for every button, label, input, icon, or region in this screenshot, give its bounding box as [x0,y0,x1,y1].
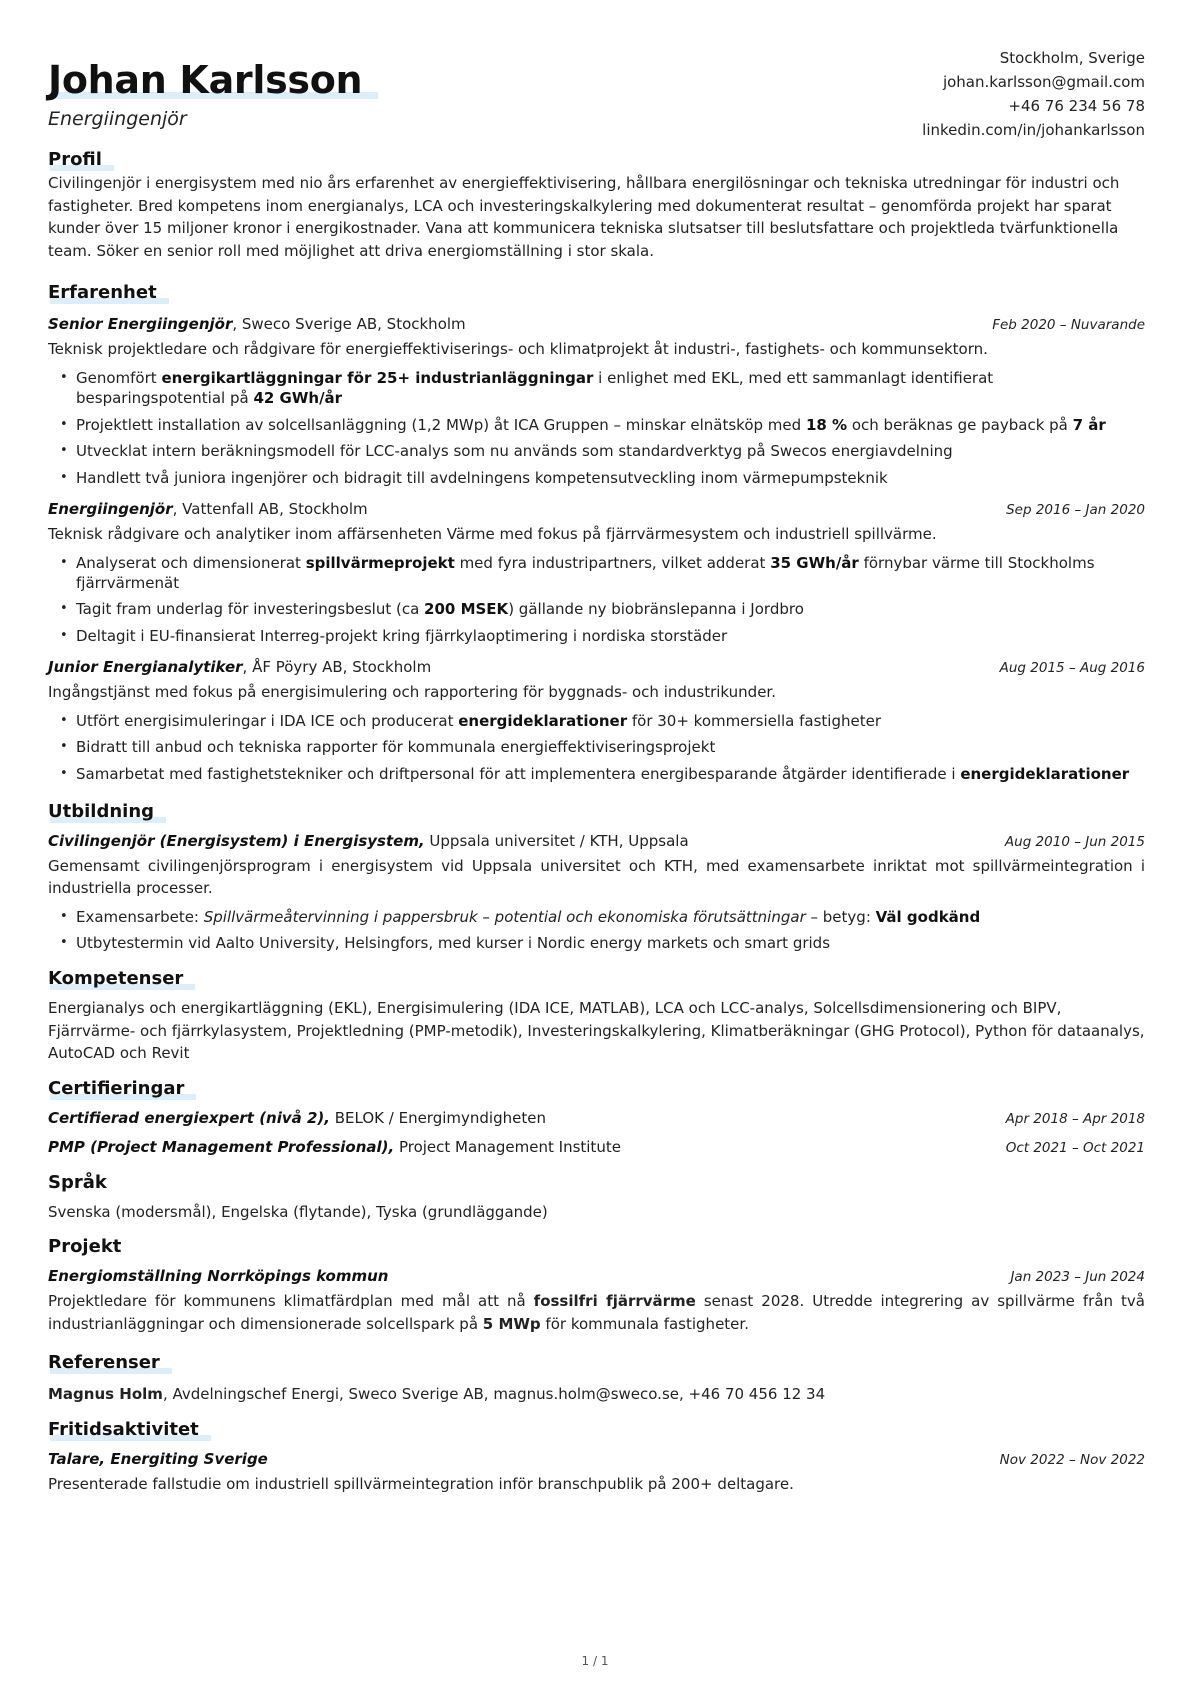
resume-page [48,46,1145,1495]
bullet-item: • Utbytestermin vid Aalto University, Helsingfors, med kurser i Nordic energy markets och smart grids [76,933,1145,953]
certification-issuer: BELOK / Energimyndigheten [330,1108,546,1127]
section-heading-references: Referenser [48,1352,160,1373]
entry-date: Aug 2015 – Aug 2016 [999,659,1145,676]
entry-date: Feb 2020 – Nuvarande [992,317,1145,333]
bullet-list [48,553,1145,646]
activities-section [48,1418,1145,1496]
entry-description: Ingångstjänst med fokus på energisimulering och rapportering för byggnads- och industrikunder. [48,682,776,701]
languages-text: Svenska (modersmål), Engelska (flytande), Tyska (grundläggande) [48,1202,548,1221]
reference-name: Magnus Holm [48,1385,163,1403]
bullet-item: • Examensarbete: Spillvärmeåtervinning i pappersbruk – potential och ekonomiska förutsättningar – betyg: Väl godkänd [76,907,1145,927]
certifications-section [48,1077,1145,1159]
certification-date: Oct 2021 – Oct 2021 [1005,1139,1145,1156]
entry-date: Aug 2010 – Jun 2015 [1004,833,1145,850]
profile-text: Civilingenjör i energisystem med nio års erfarenhet av energieffektivisering, hållbara energilösningar och tekniska utredningar för industri och fastigheter. Bred kompetens inom energianalys, LCA och investeringskalkylering med dokumenterat resultat – genomförda projekt har sparat kunder över 15 miljoner kronor i energikostnader. Vana att kommunicera tekniska slutsatser till beslutsfattare och projektleda tvärfunktionella team. Söker en senior roll med möjlighet att driva energiomställning i stor skala. [48,174,1120,260]
bullet-item: • Analyserat och dimensionerat spillvärmeprojekt med fyra industripartners, vilket adderat 35 GWh/år förnybar värme till Stockholms fjärrvärmenät [76,553,1145,593]
reference-entry: Magnus Holm, Avdelningschef Energi, Sweco Sverige AB, magnus.holm@sweco.se, +46 70 456 12 34 [48,1385,826,1403]
bullet-list [48,368,1145,488]
resume-header [48,46,1145,146]
entry-description: Teknisk rådgivare och analytiker inom affärsenheten Värme med fokus på fjärrvärmesystem och industriell spillvärme. [48,524,937,543]
project-header [48,1265,1145,1288]
project-name: Energiomställning Norrköpings kommun [48,1267,389,1285]
education-section [48,800,1145,954]
bullet-item: • Samarbetat med fastighetstekniker och driftpersonal för att implementera energibesparande åtgärder identifierade i energideklarationer [76,764,1145,784]
skills-section [48,967,1145,1065]
degree-name: Civilingenjör (Energisystem) i Energisystem, [48,831,425,850]
languages-section [48,1171,1145,1224]
contact-info [922,46,1145,142]
activity-date: Nov 2022 – Nov 2022 [999,1451,1145,1468]
entry-role: Senior Energiingenjör [48,315,233,333]
certification-row [48,1107,1145,1130]
section-heading-profile: Profil [48,149,102,170]
bullet-item: • Tagit fram underlag för investeringsbeslut (ca 200 MSEK) gällande ny biobränslepanna i Jordbro [76,599,1145,619]
experience-entry [48,313,1145,488]
bullet-item: • Bidratt till anbud och tekniska rapporter för kommunala energieffektiviseringsprojekt [76,737,1145,757]
certification-issuer: Project Management Institute [394,1137,621,1156]
bullet-item: • Deltagit i EU-finansierat Interreg-projekt kring fjärrkylaoptimering i nordiska storstäder [76,626,1145,646]
section-heading-experience: Erfarenhet [48,282,157,303]
entry-header [48,830,1145,853]
certification-name: Certifierad energiexpert (nivå 2), [48,1108,330,1127]
job-title: Energiingenjör [48,108,187,130]
school-name: Uppsala universitet / KTH, Uppsala [424,831,689,850]
phone-number: +46 76 234 56 78 [1008,97,1145,115]
section-heading-languages: Språk [48,1171,107,1193]
entry-org: , Vattenfall AB, Stockholm [172,499,368,518]
projects-section [48,1235,1145,1335]
bullet-item: • Utfört energisimuleringar i IDA ICE och producerat energideklarationer för 30+ kommersiella fastigheter [76,711,1145,731]
linkedin-link[interactable]: linkedin.com/in/johankarlsson [922,121,1145,139]
location: Stockholm, Sverige [999,49,1145,67]
education-entry [48,830,1145,954]
email-link[interactable]: johan.karlsson@gmail.com [942,73,1145,91]
entry-org: , Sweco Sverige AB, Stockholm [232,315,466,333]
section-heading-certifications: Certifieringar [48,1077,185,1099]
page-number: 1 / 1 [581,1654,609,1668]
project-date: Jan 2023 – Jun 2024 [1010,1269,1145,1285]
entry-date: Sep 2016 – Jan 2020 [1006,501,1145,518]
entry-description: Gemensamt civilingenjörsprogram i energisystem vid Uppsala universitet och KTH, med examensarbete inriktat mot spillvärmeintegration i industriella processer. [48,856,1145,897]
entry-role: Junior Energianalytiker [48,657,243,676]
candidate-name: Johan Karlsson [48,58,363,102]
section-heading-projects: Projekt [48,1236,122,1257]
certification-row [48,1136,1145,1159]
entry-description: Teknisk projektledare och rådgivare för energieffektiviserings- och klimatprojekt åt industri-, fastighets- och kommunsektorn. [48,340,988,358]
bullet-item: • Utvecklat intern beräkningsmodell för LCC-analys som nu används som standardverktyg på Swecos energiavdelning [76,441,1145,461]
entry-header [48,656,1145,679]
bullet-item: • Genomfört energikartläggningar för 25+ industrianläggningar i enlighet med EKL, med ett sammanlagt identifierat besparingspotential på 42 GWh/år [76,368,1145,408]
activity-name: Talare, Energiting Sverige [48,1449,268,1468]
project-description: Projektledare för kommunens klimatfärdplan med mål att nå fossilfri fjärrvärme senast 2028. Utredde integrering av spillvärme från två industrianläggningar och dimensionerade solcellspark på 5 MWp för kommunala fastigheter. [48,1292,1145,1333]
certification-name: PMP (Project Management Professional), [48,1137,395,1156]
experience-entry [48,656,1145,784]
profile-section [48,148,1145,262]
section-heading-education: Utbildning [48,800,155,822]
section-heading-skills: Kompetenser [48,968,184,989]
certification-date: Apr 2018 – Apr 2018 [1005,1110,1145,1127]
bullet-list [48,907,1145,954]
section-heading-activities: Fritidsaktivitet [48,1418,199,1440]
activity-header [48,1448,1145,1471]
bullet-item: • Handlett två juniora ingenjörer och bidragit till avdelningens kompetensutveckling inom värmepumpsteknik [76,468,1145,488]
activity-description: Presenterade fallstudie om industriell spillvärmeintegration inför branschpublik på 200+ deltagare. [48,1474,794,1493]
skills-text: Energianalys och energikartläggning (EKL), Energisimulering (IDA ICE, MATLAB), LCA och LCC-analys, Solcellsdimensionering och BIPV, Fjärrvärme- och fjärrkylasystem, Projektledning (PMP-metodik), Investeringskalkylering, Klimatberäkningar (GHG Protocol), Python för dataanalys, AutoCAD och Revit [48,999,1145,1062]
experience-section [48,281,1145,784]
entry-header [48,313,1145,336]
bullet-item: • Projektlett installation av solcellsanläggning (1,2 MWp) åt ICA Gruppen – minskar elnätsköp med 18 % och beräknas ge payback på 7 år [76,415,1145,435]
entry-header [48,498,1145,521]
experience-entry [48,498,1145,646]
references-section [48,1351,1145,1406]
entry-role: Energiingenjör [48,499,173,518]
bullet-list [48,711,1145,784]
entry-org: , ÅF Pöyry AB, Stockholm [242,657,432,676]
